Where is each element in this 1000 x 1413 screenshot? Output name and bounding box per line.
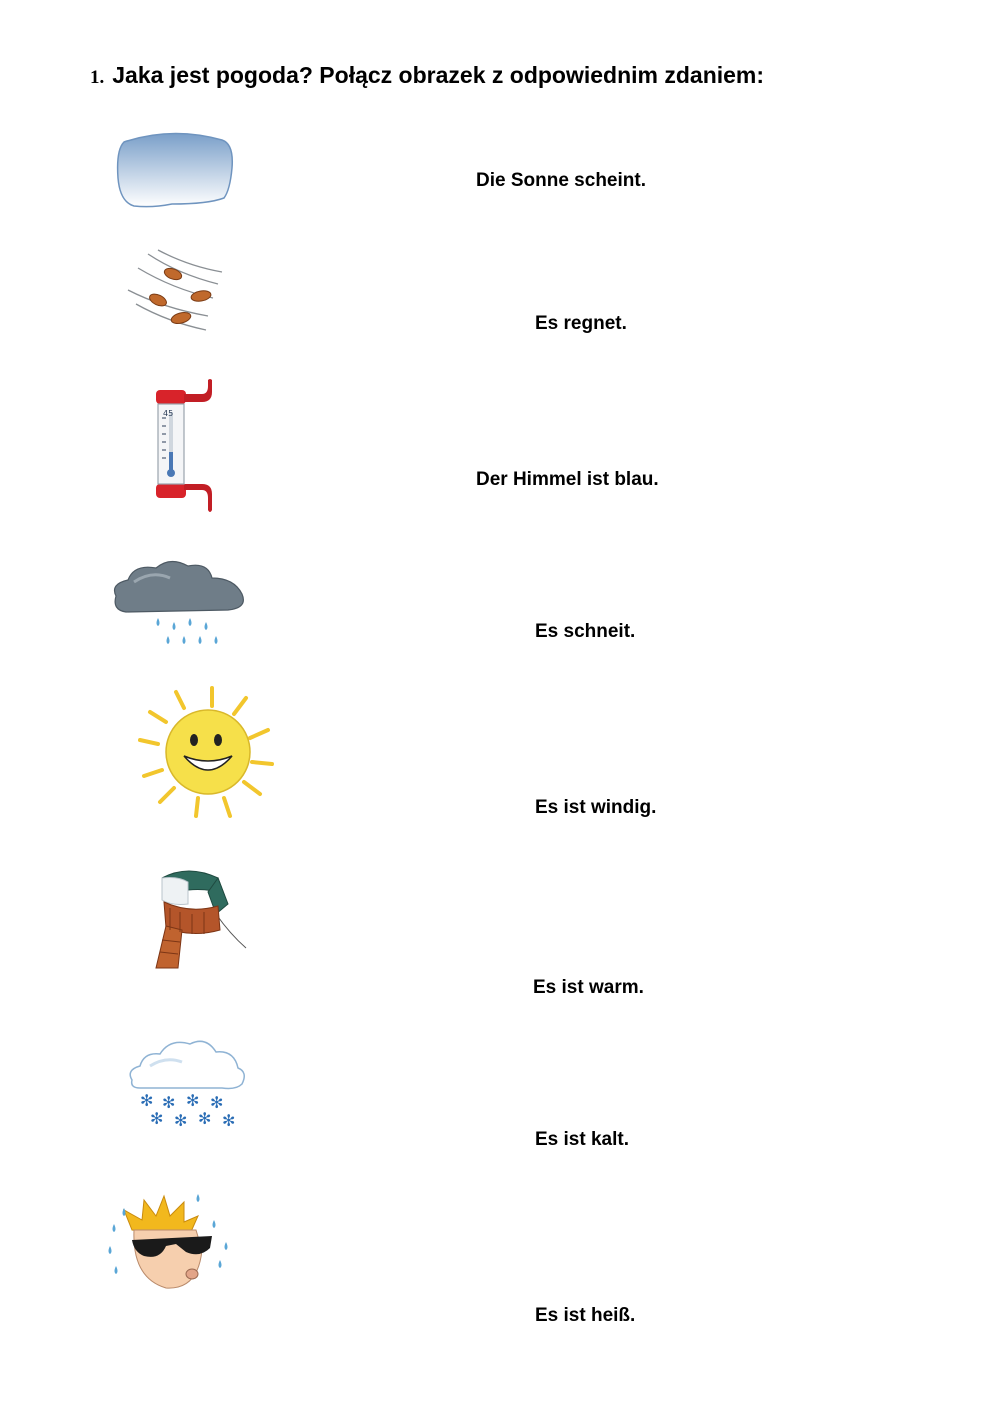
svg-text:✻: ✻	[222, 1111, 236, 1130]
sentence-3[interactable]: Der Himmel ist blau.	[476, 469, 659, 490]
svg-text:✻: ✻	[186, 1091, 200, 1110]
svg-text:✻: ✻	[150, 1109, 164, 1128]
thermometer-icon[interactable]	[150, 376, 220, 518]
wind-leaves-icon[interactable]	[118, 244, 228, 336]
sentence-8[interactable]: Es ist heiß.	[535, 1305, 636, 1326]
exercise-instruction: Jaka jest pogoda? Połącz obrazek z odpowiednim zdaniem:	[112, 62, 765, 88]
sentence-2[interactable]: Es regnet.	[535, 313, 627, 334]
svg-text:✻: ✻	[210, 1093, 224, 1112]
sentence-5[interactable]: Es ist windig.	[535, 797, 657, 818]
sweating-face-sunglasses-icon[interactable]	[102, 1190, 240, 1298]
sentence-1[interactable]: Die Sonne scheint.	[476, 170, 646, 191]
rain-cloud-icon[interactable]	[108, 556, 248, 652]
sentence-4[interactable]: Es schneit.	[535, 621, 636, 642]
sun-icon[interactable]	[134, 684, 280, 824]
exercise-heading	[90, 62, 764, 89]
sentence-7[interactable]: Es ist kalt.	[535, 1129, 629, 1150]
svg-text:✻: ✻	[198, 1109, 212, 1128]
sentence-6[interactable]: Es ist warm.	[533, 977, 644, 998]
winter-hat-scarf-icon[interactable]	[148, 864, 252, 976]
svg-text:45: 45	[163, 409, 174, 418]
snow-cloud-icon[interactable]	[126, 1036, 250, 1132]
svg-text:✻: ✻	[162, 1093, 176, 1112]
svg-text:✻: ✻	[140, 1091, 154, 1110]
exercise-number: 1.	[90, 67, 105, 88]
svg-text:✻: ✻	[174, 1111, 188, 1130]
blue-sky-icon[interactable]	[112, 128, 236, 212]
